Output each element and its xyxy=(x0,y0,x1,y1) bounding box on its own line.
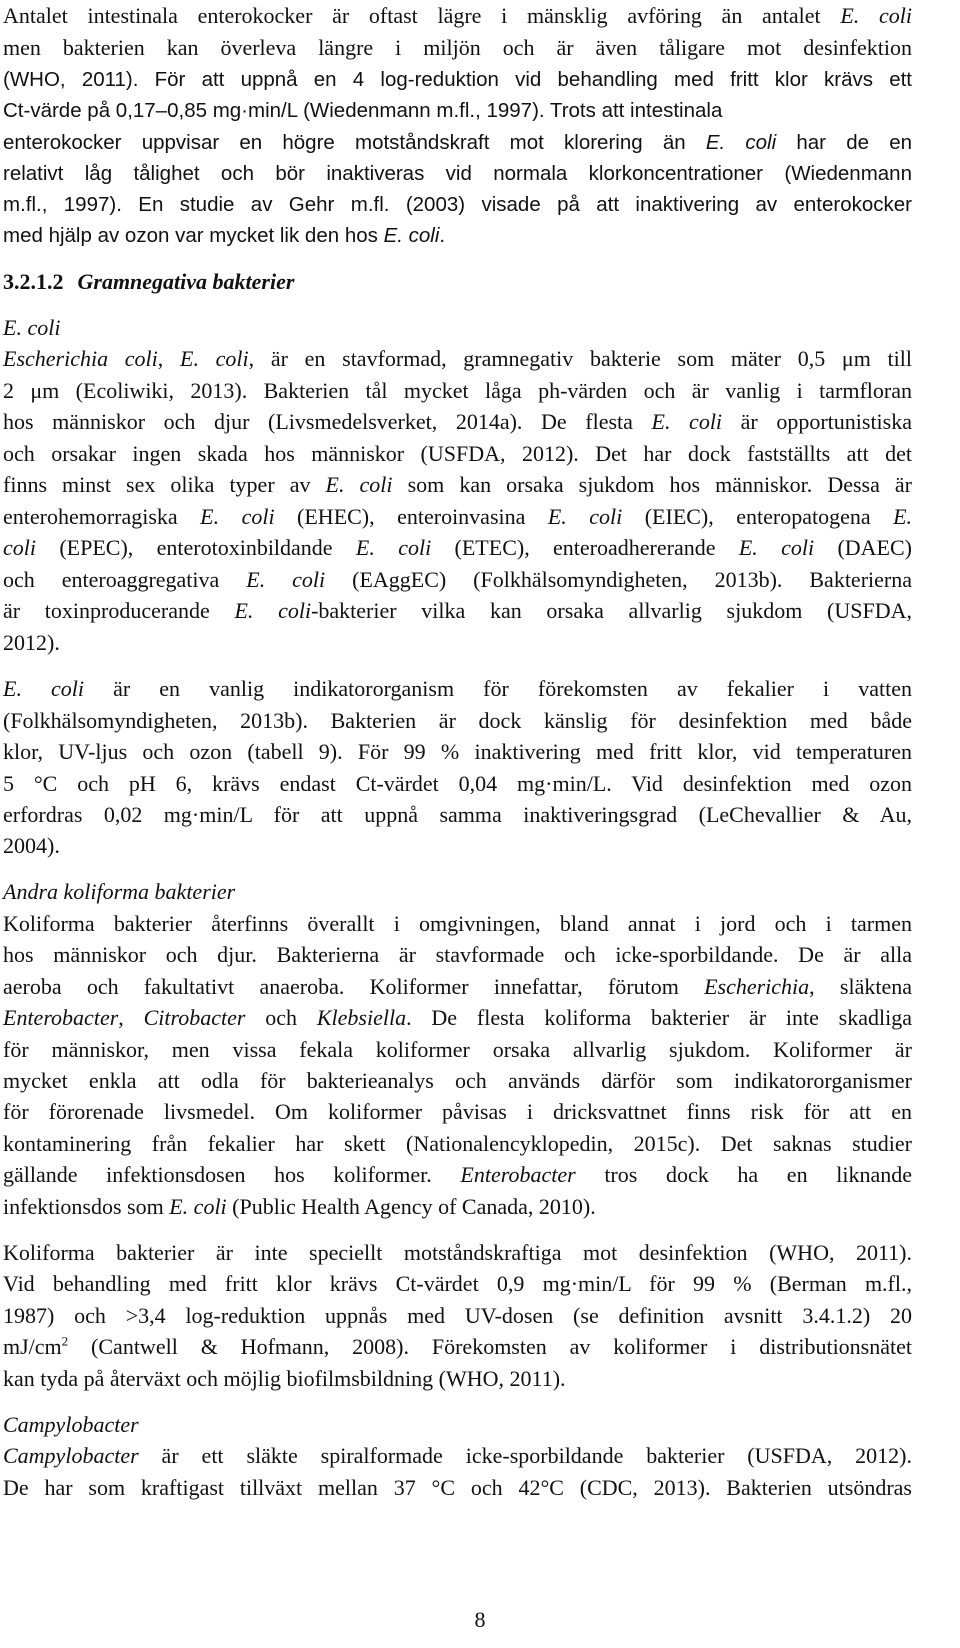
text-line xyxy=(3,597,912,625)
italic-text: E. coli xyxy=(246,567,326,592)
text-run: för förorenade livsmedel. Om koliformer påvisas i dricksvattnet finns risk för att en xyxy=(3,1099,912,1124)
text-line xyxy=(3,440,912,468)
italic-text: E. coli xyxy=(3,315,61,340)
text-run: (Folkhälsomyndigheten, 2013b). Bakterien är dock känslig för desinfektion med både xyxy=(3,708,912,733)
text-run: Ct-värde på 0,17–0,85 mg·min/L (Wiedenmann m.fl., 1997). Trots att intestinala xyxy=(3,99,723,122)
text-line xyxy=(3,910,912,938)
text-run: är toxinproducerande xyxy=(3,598,235,623)
text-run: (EHEC), enteroinvasina xyxy=(274,504,548,529)
text-line xyxy=(3,629,912,657)
text-line xyxy=(3,941,912,969)
text-run: (Public Health Agency of Canada, 2010). xyxy=(226,1194,596,1219)
text-line xyxy=(3,345,912,373)
italic-text: E. coli xyxy=(180,346,249,371)
text-line xyxy=(3,1302,912,1330)
italic-text: E. coli xyxy=(651,409,723,434)
text-run: som kan orsaka sjukdom hos människor. Dessa är xyxy=(392,472,913,497)
text-run: enterokocker uppvisar en högre motståndskraft mot klorering än xyxy=(3,131,706,154)
text-line xyxy=(3,534,912,562)
text-line xyxy=(3,191,912,219)
text-run: infektionsdos som xyxy=(3,1194,170,1219)
text-run: för människor, men vissa fekala koliformer orsaka allvarlig sjukdom. Koliformer är xyxy=(3,1037,912,1062)
text-run: Gramnegativa bakterier xyxy=(77,269,295,294)
italic-text: E. coli xyxy=(234,598,312,623)
text-line xyxy=(3,1067,912,1095)
text-line xyxy=(3,408,912,436)
text-run: och xyxy=(245,1005,317,1030)
text-run: relativt låg tålighet och bör inaktiveras vid normala klorkoncentrationer (Wiedenmann xyxy=(3,162,912,185)
italic-text: Escherichia coli xyxy=(3,346,158,371)
text-run: är en vanlig indikatororganism för förekomsten av fekalier i vatten xyxy=(84,676,912,701)
text-run: De har som kraftigast tillväxt mellan 37 °C och 42°C (CDC, 2013). Bakterien utsöndras xyxy=(3,1475,912,1500)
text-run: Vid behandling med fritt klor krävs Ct-värdet 0,9 mg·min/L för 99 % (Berman m.fl., xyxy=(3,1271,912,1296)
subsection-heading xyxy=(3,878,912,906)
text-run: . xyxy=(439,224,446,247)
text-run: mycket enkla att odla för bakterieanalys och används därför som indikatororganismer xyxy=(3,1068,912,1093)
italic-text: E. coli xyxy=(547,504,623,529)
text-line xyxy=(3,377,912,405)
text-line xyxy=(3,770,912,798)
text-run: gällande infektionsdosen hos koliformer. xyxy=(3,1162,461,1187)
italic-text: Escherichia xyxy=(704,974,810,999)
text-run: kan tyda på återväxt och möjlig biofilmsbildning (WHO, 2011). xyxy=(3,1366,566,1391)
subsection-heading xyxy=(3,1411,912,1439)
text-run: 2004). xyxy=(3,833,60,858)
text-line xyxy=(3,973,912,1001)
text-run: , xyxy=(157,346,180,371)
text-run: men bakterien kan överleva längre i miljön och är även tåligare mot desinfektion xyxy=(3,35,912,60)
text-run: klor, UV-ljus och ozon (tabell 9). För 99 % inaktivering med fritt klor, vid temperaturen xyxy=(3,739,912,764)
italic-text: E. coli xyxy=(355,535,432,560)
text-run: 2012). xyxy=(3,630,60,655)
text-run: enterohemorragiska xyxy=(3,504,201,529)
text-run: (ETEC), enteroadhererande xyxy=(431,535,739,560)
text-line xyxy=(3,1442,912,1470)
text-line xyxy=(3,129,912,157)
italic-text: E. coli xyxy=(169,1194,227,1219)
text-line xyxy=(3,832,912,860)
italic-text: E. coli xyxy=(200,504,275,529)
text-run: m.fl., 1997). En studie av Gehr m.fl. (2003) visade på att inaktivering av enterokocker xyxy=(3,193,912,216)
text-run: , xyxy=(118,1005,144,1030)
text-line xyxy=(3,1474,912,1502)
text-run: aeroba och fakultativt anaeroba. Koliformer innefattar, förutom xyxy=(3,974,705,999)
text-run: är opportunistiska xyxy=(722,409,912,434)
italic-text: Enterobacter xyxy=(3,1005,119,1030)
text-run: (EAggEC) (Folkhälsomyndigheten, 2013b). Bakterierna xyxy=(325,567,912,592)
italic-text: coli xyxy=(3,535,36,560)
text-line xyxy=(3,1270,912,1298)
text-line xyxy=(3,801,912,829)
text-line xyxy=(3,1193,912,1221)
text-run: hos människor och djur (Livsmedelsverket, 2014a). De flesta xyxy=(3,409,652,434)
text-run: hos människor och djur. Bakterierna är stavformade och icke-sporbildande. De är alla xyxy=(3,942,912,967)
italic-text: Citrobacter xyxy=(143,1005,246,1030)
text-line xyxy=(3,222,912,250)
text-run: erfordras 0,02 mg·min/L för att uppnå samma inaktiveringsgrad (LeChevallier & Au, xyxy=(3,802,912,827)
text-line xyxy=(3,2,912,30)
text-run: och enteroaggregativa xyxy=(3,567,247,592)
text-line xyxy=(3,707,912,735)
text-line xyxy=(3,1004,912,1032)
text-line xyxy=(3,97,912,125)
page-number: 8 xyxy=(474,1607,486,1632)
text-line xyxy=(3,1365,912,1393)
text-run: Koliforma bakterier återfinns överallt i omgivningen, bland annat i jord och i tarmen xyxy=(3,911,912,936)
text-run: -bakterier vilka kan orsaka allvarlig sjukdom (USFDA, xyxy=(311,598,913,623)
italic-text: E. coli xyxy=(840,3,912,28)
text-line xyxy=(3,738,912,766)
text-run: är ett släkte spiralformade icke-sporbildande bakterier (USFDA, 2012). xyxy=(138,1443,912,1468)
text-line xyxy=(3,314,912,342)
text-line xyxy=(3,471,912,499)
text-line xyxy=(3,675,912,703)
italic-text: Enterobacter xyxy=(460,1162,576,1187)
italic-text: Campylobacter xyxy=(3,1443,139,1468)
text-run: (Cantwell & Hofmann, 2008). Förekomsten av koliformer i distributionsnätet xyxy=(68,1334,912,1359)
text-line xyxy=(3,566,912,594)
text-line xyxy=(3,1161,912,1189)
text-line xyxy=(3,66,912,94)
text-run: . De flesta koliforma bakterier är inte skadliga xyxy=(406,1005,912,1030)
text-run: , är en stavformad, gramnegativ bakterie som mäter 0,5 μm till xyxy=(248,346,912,371)
superscript: 2 xyxy=(61,1333,69,1349)
italic-text: E. coli xyxy=(705,131,777,154)
text-run: Antalet intestinala enterokocker är oftast lägre i mänsklig avföring än antalet xyxy=(3,3,841,28)
text-run: Andra koliforma bakterier xyxy=(3,879,236,904)
text-run: 5 °C och pH 6, krävs endast Ct-värdet 0,04 mg·min/L. Vid desinfektion med ozon xyxy=(3,771,912,796)
text-run: med hjälp av ozon var mycket lik den hos xyxy=(3,224,384,247)
text-run: kontaminering från fekalier har skett (Nationalencyklopedin, 2015c). Det saknas studier xyxy=(3,1131,912,1156)
text-line xyxy=(3,160,912,188)
italic-text: E. coli xyxy=(738,535,815,560)
italic-text: Klebsiella xyxy=(316,1005,407,1030)
text-run: tros dock ha en liknande xyxy=(575,1162,912,1187)
section-number: 3.2.1.2 xyxy=(3,269,64,294)
text-line xyxy=(3,34,912,62)
text-run: (EIEC), enteropatogena xyxy=(622,504,894,529)
italic-text: E. coli xyxy=(325,472,393,497)
italic-text: E. coli xyxy=(383,224,440,247)
text-run: (DAEC) xyxy=(814,535,912,560)
text-run: mJ/cm xyxy=(3,1334,62,1359)
section-heading xyxy=(3,268,912,296)
italic-text: E. coli xyxy=(3,676,85,701)
text-line xyxy=(3,1239,912,1267)
text-run: 1987) och >3,4 log-reduktion uppnås med UV-dosen (se definition avsnitt 3.4.1.2) 20 xyxy=(3,1303,912,1328)
text-line xyxy=(3,1036,912,1064)
text-run: 2 μm (Ecoliwiki, 2013). Bakterien tål mycket låga ph-värden och är vanlig i tarmfloran xyxy=(3,378,912,403)
text-line xyxy=(3,1333,912,1361)
text-run: och orsakar ingen skada hos människor (USFDA, 2012). Det har dock fastställts att det xyxy=(3,441,912,466)
italic-text: E. xyxy=(893,504,913,529)
text-run: Koliforma bakterier är inte speciellt motståndskraftiga mot desinfektion (WHO, 2011). xyxy=(3,1240,912,1265)
text-run: har de en xyxy=(776,131,912,154)
text-run: , släktena xyxy=(809,974,912,999)
text-run: (WHO, 2011). För att uppnå en 4 log-reduktion vid behandling med fritt klor krävs ett xyxy=(3,68,912,91)
text-run: finns minst sex olika typer av xyxy=(3,472,326,497)
text-line xyxy=(3,1098,912,1126)
text-run: (EPEC), enterotoxinbildande xyxy=(36,535,356,560)
text-line xyxy=(3,1130,912,1158)
text-line xyxy=(3,503,912,531)
text-run: Campylobacter xyxy=(3,1412,139,1437)
